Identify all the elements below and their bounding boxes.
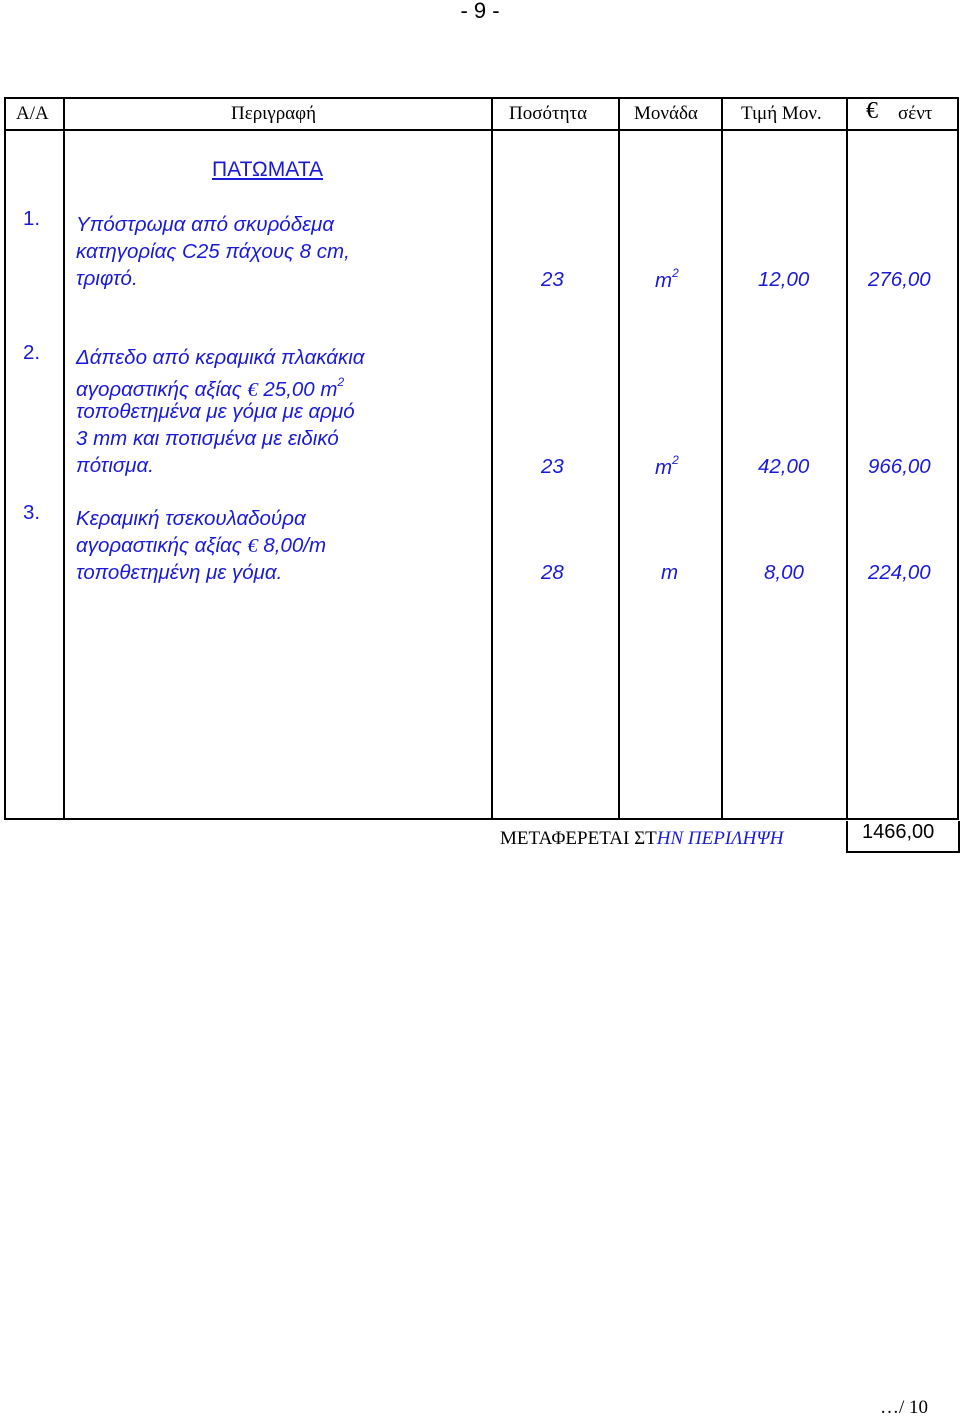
item-total: 276,00	[868, 268, 931, 291]
item-description-line: 3 mm και ποτισμένα με ειδικό	[76, 427, 339, 450]
header-bottom-border	[4, 129, 959, 131]
table-left-border	[4, 97, 6, 820]
header-total: σέντ	[898, 103, 933, 124]
item-description-line: κατηγορίας C25 πάχους 8 cm,	[76, 240, 350, 263]
item-index: 3.	[23, 501, 41, 524]
page-number: - 9 -	[460, 0, 500, 23]
column-divider-description	[491, 97, 493, 820]
header-description: Περιγραφή	[231, 103, 317, 124]
item-unit: m	[661, 561, 679, 584]
item-quantity: 23	[541, 455, 564, 478]
header-aa: Α/Α	[16, 103, 49, 124]
carry-forward-label: ΜΕΤΑΦΕΡΕΤΑΙ ΣΤΗΝ ΠΕΡΙΛΗΨΗ	[500, 828, 784, 849]
item-unit-price: 12,00	[758, 268, 810, 291]
section-title: ΠΑΤΩΜΑΤΑ	[212, 158, 323, 181]
item-description-line: αγοραστικής αξίας € 25,00 $m^2$	[76, 375, 345, 401]
item-total: 966,00	[868, 455, 931, 478]
header-unit-price: Τιμή Μον.	[741, 103, 822, 124]
item-description-line: Δάπεδο από κεραμικά πλακάκια	[76, 346, 365, 369]
item-description-line: τοποθετημένη με γόμα.	[76, 561, 283, 584]
carry-forward-total: 1466,00	[862, 821, 935, 843]
item-total: 224,00	[868, 561, 931, 584]
item-description-line: τοποθετημένα με γόμα με αρμό	[76, 400, 355, 423]
item-unit: $m^2$	[655, 266, 679, 292]
item-quantity: 28	[541, 561, 564, 584]
item-quantity: 23	[541, 268, 564, 291]
item-unit-price: 8,00	[764, 561, 804, 584]
column-divider-quantity	[618, 97, 620, 820]
item-unit-price: 42,00	[758, 455, 810, 478]
item-description-line: Υπόστρωμα από σκυρόδεμα	[76, 213, 335, 236]
column-divider-aa	[63, 97, 65, 820]
item-description-line: αγοραστικής αξίας € 8,00/m	[76, 534, 327, 557]
item-index: 1.	[23, 207, 41, 230]
column-divider-unit	[721, 97, 723, 820]
header-quantity: Ποσότητα	[509, 103, 588, 124]
header-euro-symbol: €	[866, 98, 878, 124]
column-divider-unit-price	[846, 97, 848, 820]
next-page-marker: …/ 10	[880, 1397, 929, 1418]
table-top-border	[4, 97, 959, 99]
item-description-line: τριφτό.	[76, 267, 138, 290]
header-unit: Μονάδα	[634, 103, 698, 124]
table-bottom-border	[4, 818, 959, 820]
item-index: 2.	[23, 341, 41, 364]
table-right-border	[957, 97, 959, 820]
item-unit: $m^2$	[655, 453, 679, 479]
item-description-line: Κεραμική τσεκουλαδούρα	[76, 507, 306, 530]
euro-symbol: €	[247, 378, 258, 401]
item-description-line: πότισμα.	[76, 454, 154, 477]
euro-symbol: €	[247, 535, 258, 557]
